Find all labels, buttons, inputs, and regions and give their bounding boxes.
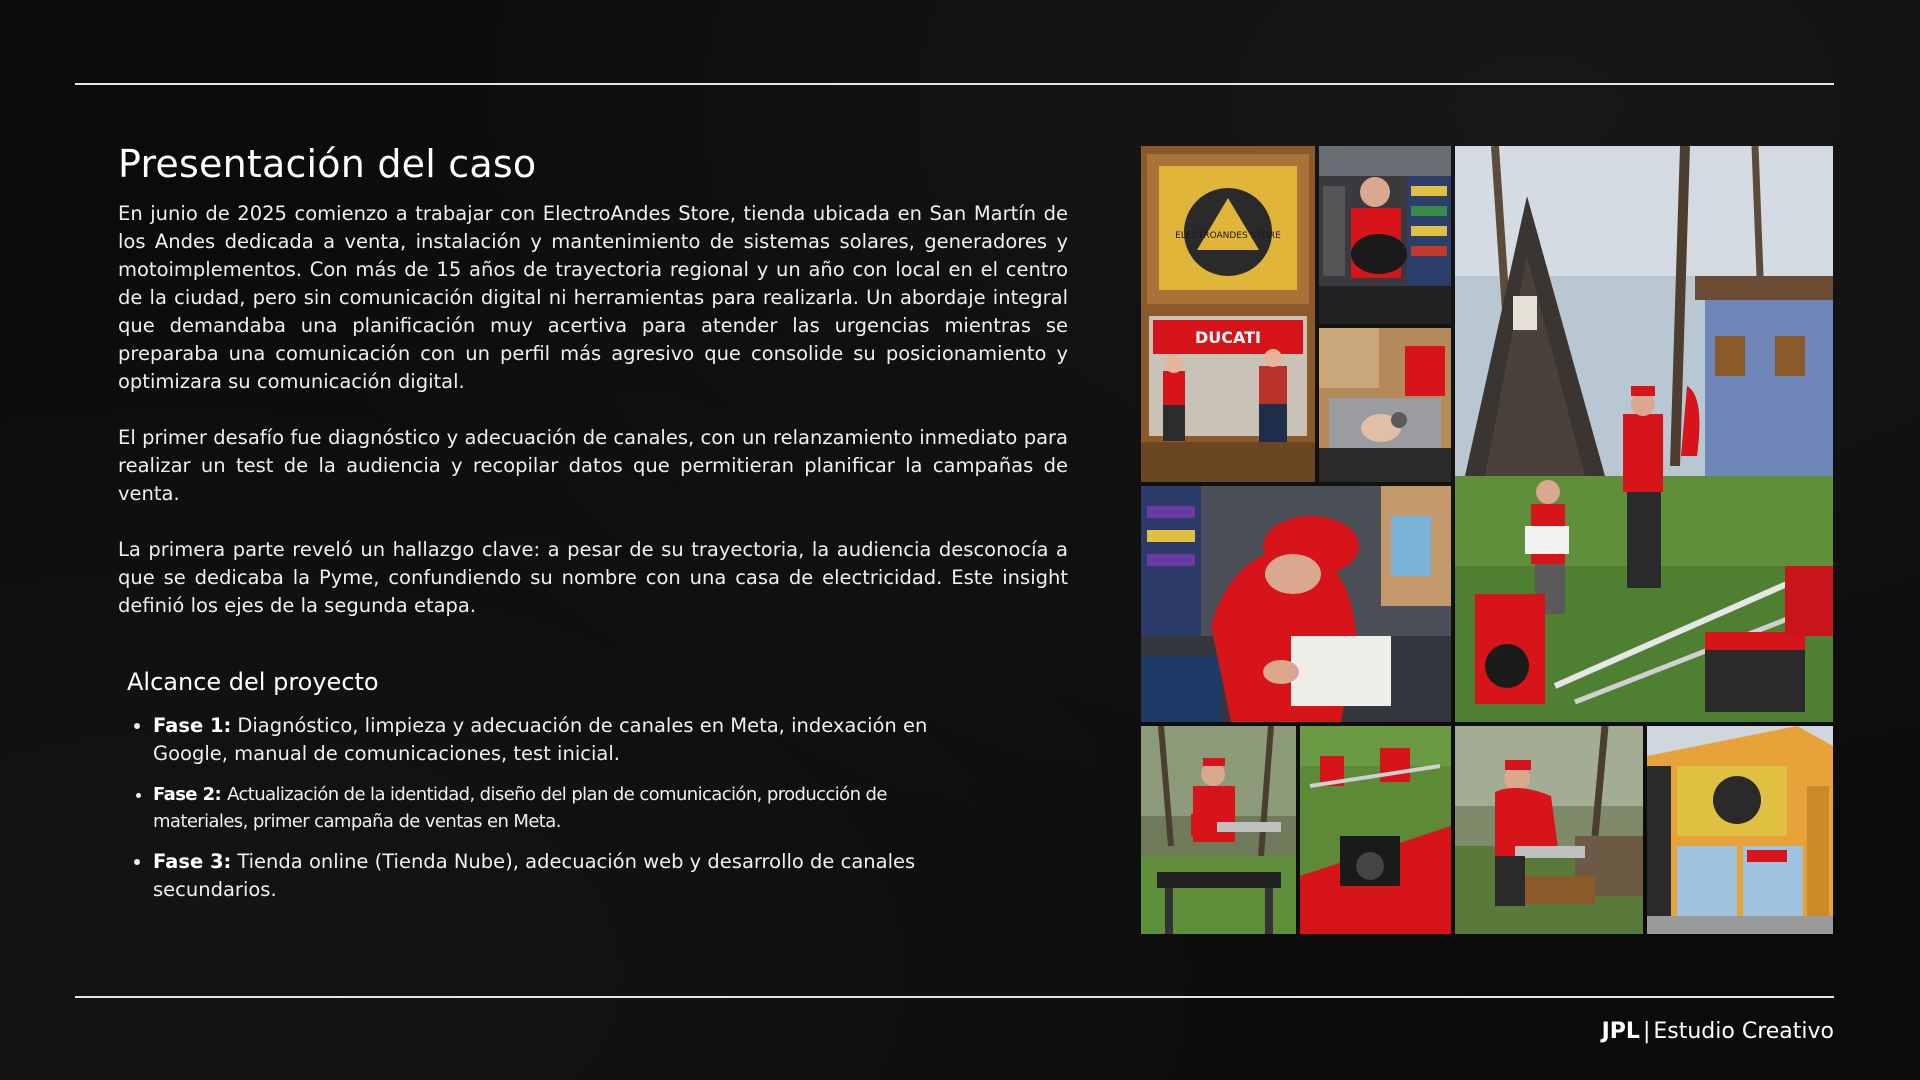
phase-list — [128, 712, 943, 917]
storefront-photo — [1141, 146, 1315, 482]
scope-title: Alcance del proyecto — [127, 668, 379, 696]
phase-label: Fase 1: — [153, 714, 232, 737]
case-description — [118, 200, 1068, 648]
signing-photo — [1141, 486, 1451, 722]
phase-text: Tienda online (Tienda Nube), adecuación web y desarrollo de canales secundarios. — [153, 850, 916, 901]
brand-separator: | — [1642, 1019, 1651, 1044]
paragraph-intro: En junio de 2025 comienzo a trabajar con ElectroAndes Store, tienda ubicada en San Martín de los Andes dedicada a venta, instalación y mantenimiento de sistemas solares, generadores y motoimplementos. Con más de 15 años de trayectoria regional y un año con local en el centro de la ciudad, pero sin comunicación digital ni herramientas para realizarla. Un abordaje integral que demandaba una planificación muy acertiva para atender las urgencias mientras se preparaba una comunicación con un perfil más agresivo que consolide su posicionamiento y optimizara su comunicación digital. — [118, 202, 1068, 393]
list-item — [153, 712, 943, 768]
storefront-exterior-photo — [1647, 726, 1833, 934]
phase-text: Actualización de la identidad, diseño del plan de comunicación, producción de materiales, primer campaña de ventas en Meta. — [153, 784, 887, 832]
helmet-photo — [1319, 146, 1451, 324]
list-item — [153, 848, 943, 904]
paragraph-challenge: El primer desafío fue diagnóstico y adecuación de canales, con un relanzamiento inmediato para realizar un test de la audiencia y recopilar datos que permitieran planificar la campañas de venta. — [118, 426, 1068, 505]
top-divider — [75, 83, 1834, 85]
garden-display-photo — [1455, 146, 1833, 722]
products-on-grass-photo — [1300, 726, 1451, 934]
brand-name: Estudio Creativo — [1653, 1019, 1834, 1044]
phase-label: Fase 3: — [153, 850, 232, 873]
paragraph-insight: La primera parte reveló un hallazgo clave: a pesar de su trayectoria, la audiencia desconocía a que se dedicaba la Pyme, confundiendo su nombre con una casa de electricidad. Este insight definió los ejes de la segunda etapa. — [118, 538, 1068, 617]
repair-closeup-photo — [1319, 328, 1451, 482]
phase-label: Fase 2: — [153, 784, 222, 805]
chainsaw-demo-photo — [1141, 726, 1296, 934]
log-cutting-photo — [1455, 726, 1643, 934]
ducati-logo-text: DUCATI — [1194, 328, 1262, 347]
brand-initials: JPL — [1601, 1019, 1640, 1044]
page-title: Presentación del caso — [118, 142, 537, 186]
phase-text: Diagnóstico, limpieza y adecuación de canales en Meta, indexación en Google, manual de comunicaciones, test inicial. — [153, 714, 928, 765]
store-sign-text: ELECTROANDES STORE — [1175, 231, 1281, 241]
list-item — [153, 781, 943, 835]
bottom-divider — [75, 996, 1834, 998]
brand-logo — [1602, 1019, 1834, 1044]
